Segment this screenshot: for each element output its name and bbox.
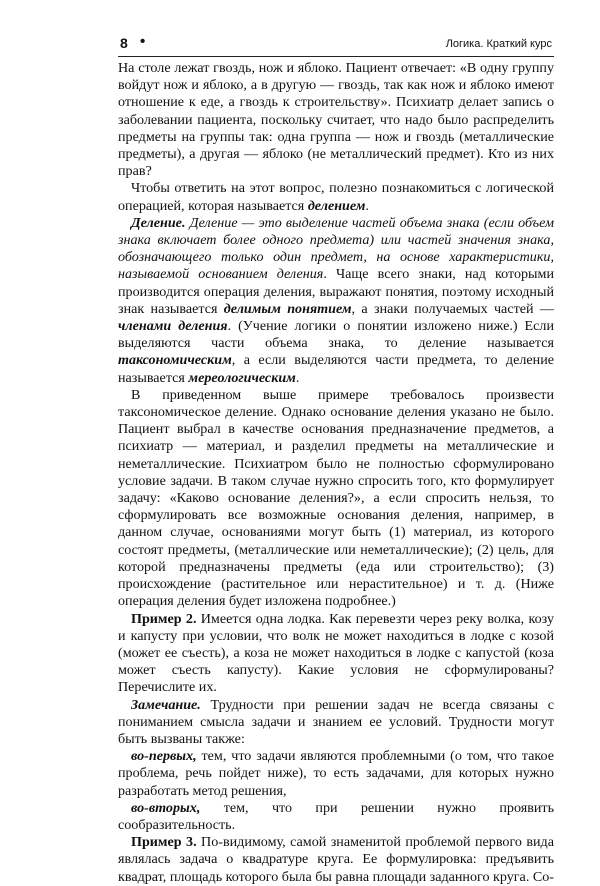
- definition-label: Деление.: [131, 214, 186, 231]
- header-bullet: •: [140, 33, 146, 50]
- page-number: 8: [120, 35, 128, 51]
- running-header: [118, 34, 554, 57]
- term-taxonomic: таксономическим: [118, 352, 232, 369]
- body-text: [118, 60, 554, 886]
- term-division: делением: [307, 197, 366, 214]
- paragraph-firstly: во-первых, тем, что задачи являются проблемными (о том, что такое проблема, речь пойдет ниже), то есть задачами, для которых нужно разработать метод решения,: [118, 748, 554, 799]
- secondly-label: во-вторых,: [131, 799, 201, 816]
- paragraph-analysis: В приведенном выше примере требовалось произвести таксономическое деление. Однако основание деления указано не было. Пациент выбрал в качестве основания предназначение предметов, а психиатр — материал, и разделил предметы на металлические и неметаллические. Психиатром было не полностью сформулировано условие задачи. В таком случае нужно спросить того, кто формулирует задачу: «Каково основание деления?», а если спросить нельзя, то сформулировать все возможные основания деления, например, в данном случае, основаниями могут быть (1) материал, из которого состоят предметы, (металлические или неметаллические); (2) цель, для которой предназначены предметы (еда или строительство); (3) происхождение (растительное или нерастительное) и т. д. (Ниже операция деления будет изложена подробнее.): [118, 386, 554, 610]
- paragraph-example-2: Пример 2. Имеется одна лодка. Как перевезти через реку волка, козу и капусту при условии, что волк не может находиться в лодке с козой (может ее съесть), а коза не может находиться в лодке с капустой (коза может съесть капусту). Какие условия не сформулированы? Перечислите их.: [118, 610, 554, 696]
- running-title: Логика. Краткий курс: [445, 38, 552, 50]
- paragraph-intro-division: Чтобы ответить на этот вопрос, полезно познакомиться с логической операцией, которая называется делением.: [118, 180, 554, 214]
- term-mereological: мереологическим: [188, 369, 296, 386]
- paragraph-remark: Замечание. Трудности при решении задач не всегда связаны с пониманием смысла задачи и знанием ее условий. Трудности могут быть вызваны также:: [118, 696, 554, 747]
- example-2-label: Пример 2.: [131, 610, 197, 627]
- example-3-label: Пример 3.: [131, 834, 197, 851]
- paragraph-task-setup: На столе лежат гвоздь, нож и яблоко. Пациент отвечает: «В одну группу войдут нож и яблоко, а в другую — гвоздь, так как нож и яблоко имеют отношение к еде, а гвоздь к строительству». Психиатр делает запись о заболевании пациента, поскольку считает, что надо было распределить предметы на группы так: одна группа — нож и гвоздь (металлические предметы), а другая — яблоко (не металлический предмет). Кто из них прав?: [118, 60, 554, 180]
- definition-text: Деление — это выделение частей объема знака (если объем знака включает более одного предмета) или частей значения знака, обозначающего только один предмет, на основе характеристики, называемой основанием деления: [118, 214, 554, 283]
- paragraph-example-3: Пример 3. По-видимому, самой знаменитой проблемой первого вида являлась задача о квадратуре круга. Ее формулировка: предъявить квадрат, площадь которого была бы равна площади заданного круга. Со-: [118, 834, 555, 885]
- firstly-label: во-первых,: [131, 748, 197, 765]
- remark-label: Замечание.: [131, 696, 201, 713]
- paragraph-secondly: во-вторых, тем, что при решении нужно проявить сообразительность.: [118, 799, 554, 833]
- term-division-members: членами деления: [118, 318, 228, 335]
- term-divisible-concept: делимым понятием: [223, 300, 352, 317]
- paragraph-division-definition: Деление. Деление — это выделение частей объема знака (если объем знака включает более одного предмета) или частей значения знака, обозначающего только один предмет, на основе характеристики, называемой основанием деления. Чаще всего знаки, над которыми производится операция деления, выражают понятия, поэтому исходный знак называется делимым понятием, а знаки получаемых частей — членами деления. (Учение логики о понятии изложено ниже.) Если выделяются части объема знака, то деление называется таксономическим, а если выделяются части предмета, то деление называется мереологическим.: [118, 214, 554, 386]
